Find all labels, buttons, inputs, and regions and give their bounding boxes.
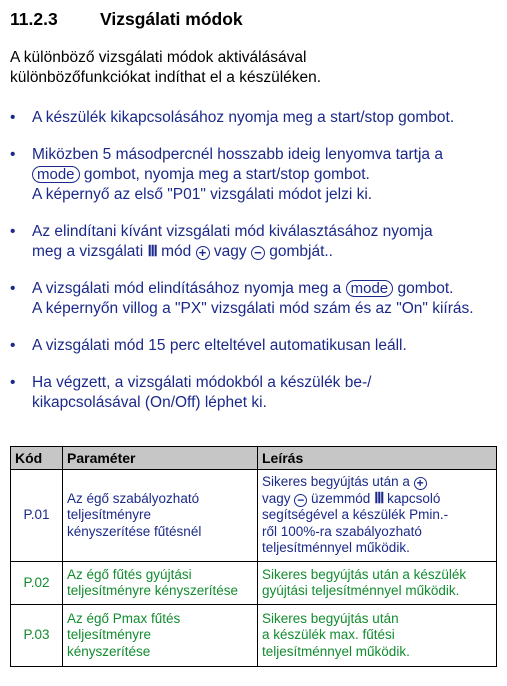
plus-button-icon: + <box>414 477 427 490</box>
description-text: Sikeres begyújtás után a <box>262 474 414 490</box>
row-code: P.01 <box>11 470 63 562</box>
description-text: üzemmód <box>307 490 375 506</box>
list-item-line: Miközben 5 másodpercnél hosszabb ideig lenyomva tartja a <box>32 146 443 163</box>
list-item-line: Az elindítani kívánt vizsgálati mód kiválasztásához nyomja <box>32 223 433 240</box>
list-item-line: A képernyő az első "P01" vizsgálati módot jelzi ki. <box>32 186 373 203</box>
instruction-list <box>10 108 505 413</box>
parameter-line: kényszerítése fűtésnél <box>67 523 202 539</box>
list-item <box>10 336 505 356</box>
parameter-line: teljesítményre <box>67 627 152 643</box>
list-item-line <box>32 165 505 185</box>
minus-button-icon: − <box>251 246 265 260</box>
description-line <box>262 474 492 491</box>
description-line: Sikeres begyújtás után a készülék <box>262 566 467 582</box>
description-line <box>262 491 492 508</box>
column-header-parameter: Paraméter <box>63 447 258 470</box>
list-item-text: A vizsgálati mód elindításához nyomja meg a <box>32 280 346 297</box>
test-mode-table <box>10 446 497 667</box>
intro-paragraph <box>10 48 490 88</box>
plus-button-icon: + <box>196 246 210 260</box>
bullet-dot: • <box>10 337 16 354</box>
list-item-text: gombját.. <box>264 243 333 260</box>
list-item-line <box>32 279 505 299</box>
list-item-text: gombot, nyomja meg a start/stop gombot. <box>79 166 370 183</box>
parameter-line: teljesítményre <box>67 507 152 523</box>
list-item-text: meg a vizsgálati <box>32 243 148 260</box>
description-line: a készülék max. fűtési <box>262 627 395 643</box>
list-item-text: A vizsgálati mód 15 perc elteltével automatikusan leáll. <box>32 337 407 354</box>
section-title: Vizsgálati módok <box>100 9 243 29</box>
row-description <box>258 470 497 562</box>
list-item-line: A képernyőn villog a "PX" vizsgálati mód szám és az "On" kiírás. <box>32 300 474 317</box>
description-line: segítségével a készülék Pmin.- <box>262 507 449 523</box>
list-item-text: vagy <box>209 243 251 260</box>
bullet-dot: • <box>10 109 16 126</box>
description-line: gyújtási teljesítménnyel működik. <box>262 583 460 598</box>
row-parameter <box>63 605 258 667</box>
parameter-line: Az égő fűtés gyújtási <box>67 566 192 582</box>
table-row <box>11 605 497 667</box>
row-code: P.02 <box>11 562 63 605</box>
parameter-line: teljesítményre kényszerítése <box>67 583 239 598</box>
column-header-description: Leírás <box>258 447 497 470</box>
list-item <box>10 222 505 262</box>
row-parameter <box>63 562 258 605</box>
section-heading <box>10 9 243 30</box>
table-row <box>11 562 497 605</box>
mode-button-icon: mode <box>346 280 394 297</box>
list-item-text: A készülék kikapcsolásához nyomja meg a start/stop gombot. <box>32 109 455 126</box>
description-line: teljesítménnyel működik. <box>262 643 410 659</box>
list-item <box>10 373 505 413</box>
list-item-text: gombot. <box>393 280 454 297</box>
radiator-icon: Ⅲ <box>374 489 384 507</box>
column-header-code: Kód <box>11 447 63 470</box>
table-row <box>11 470 497 562</box>
bullet-dot: • <box>10 223 16 240</box>
radiator-icon: Ⅲ <box>147 243 157 260</box>
bullet-dot: • <box>10 280 16 297</box>
description-text: kapcsoló <box>383 490 441 506</box>
table-header-row <box>11 447 497 470</box>
list-item-line: kikapcsolásával (On/Off) léphet ki. <box>32 394 267 411</box>
description-line: teljesítménnyel működik. <box>262 540 410 556</box>
parameter-line: Az égő Pmax fűtés <box>67 610 181 626</box>
bullet-dot: • <box>10 146 16 163</box>
minus-button-icon: − <box>294 494 307 507</box>
list-item-text: mód <box>156 243 196 260</box>
mode-button-icon: mode <box>32 166 80 183</box>
parameter-line: kényszerítése <box>67 643 151 659</box>
description-line: ről 100%-ra szabályozható <box>262 523 422 539</box>
list-item <box>10 108 505 128</box>
intro-line-1: A különböző vizsgálati módok aktiválásával <box>10 49 307 66</box>
list-item-line <box>32 242 505 262</box>
description-text: vagy <box>262 490 295 506</box>
list-item-line: Ha végzett, a vizsgálati módokból a készülék be-/ <box>32 374 372 391</box>
list-item <box>10 279 505 319</box>
row-description <box>258 562 497 605</box>
list-item <box>10 145 505 205</box>
parameter-line: Az égő szabályozható <box>67 490 200 506</box>
bullet-dot: • <box>10 374 16 391</box>
row-parameter <box>63 470 258 562</box>
description-line: Sikeres begyújtás után <box>262 610 399 626</box>
intro-line-2: különbözőfunkciókat indíthat el a készüléken. <box>10 69 322 86</box>
section-number: 11.2.3 <box>10 9 58 29</box>
row-description <box>258 605 497 667</box>
row-code: P.03 <box>11 605 63 667</box>
